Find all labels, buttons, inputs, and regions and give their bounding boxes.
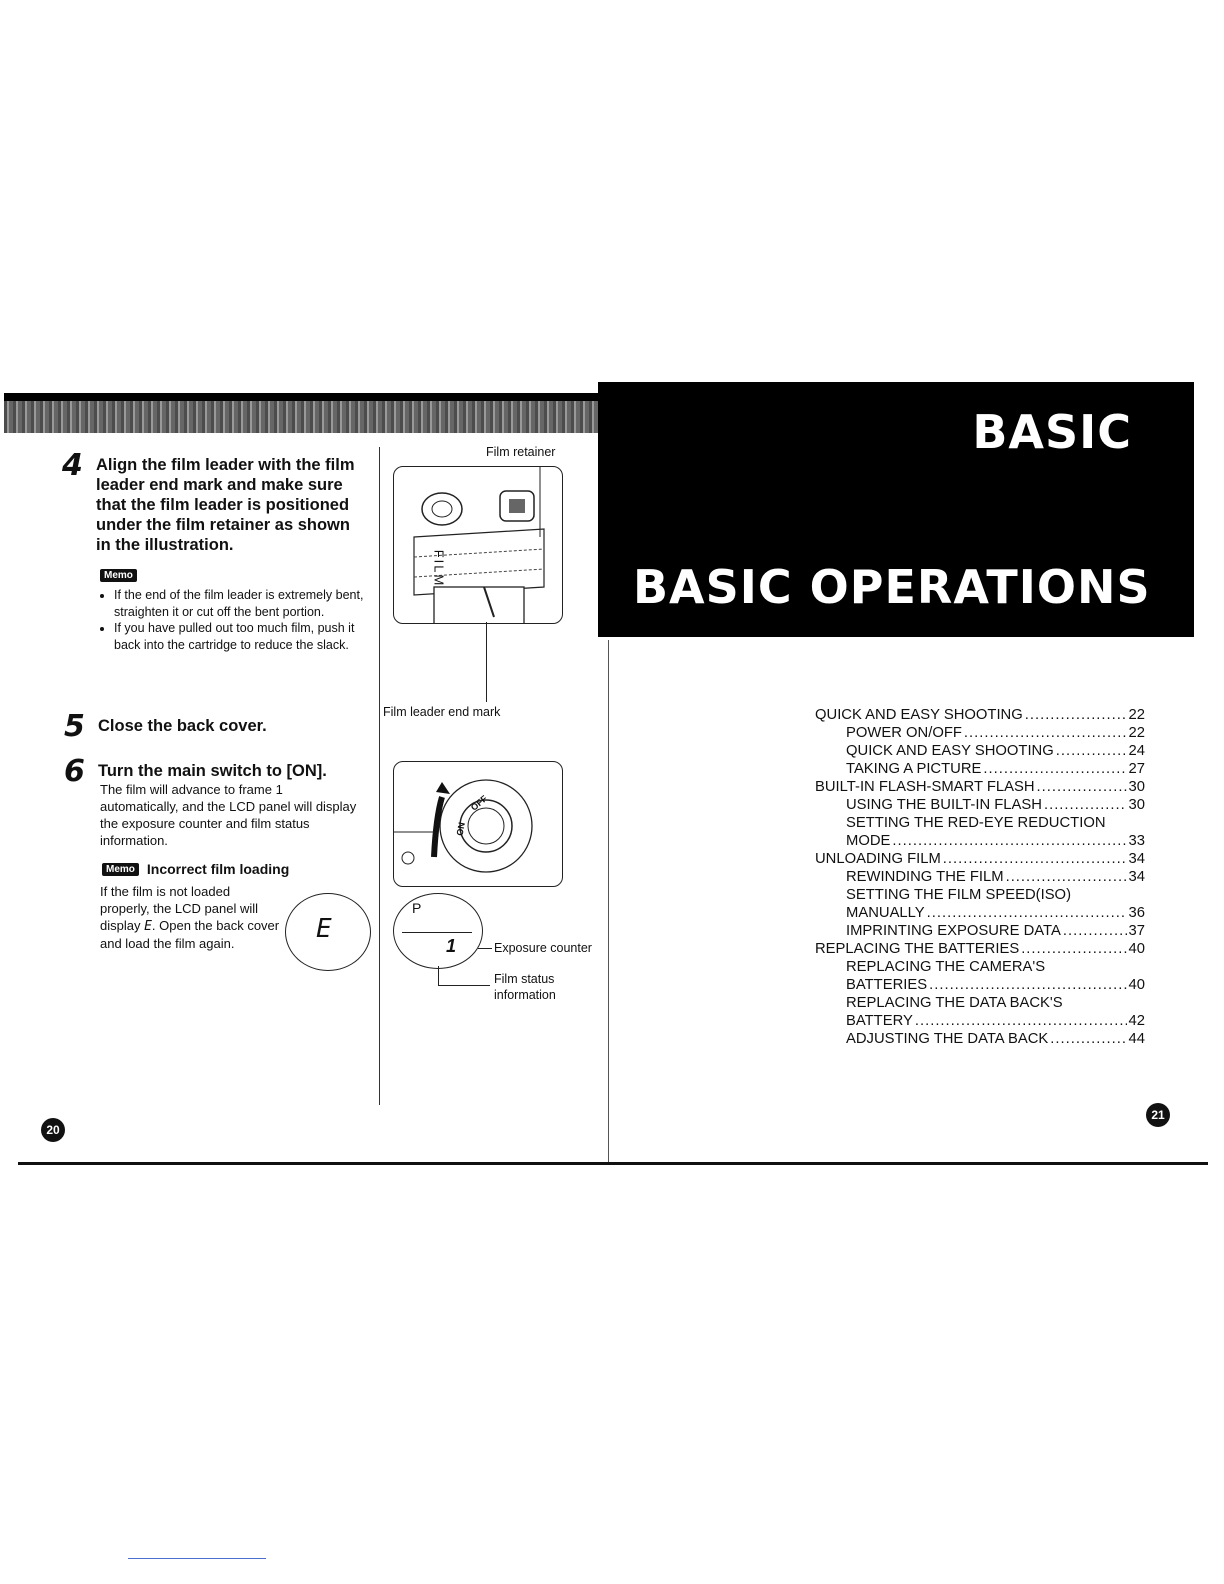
toc-entry: [815, 868, 1145, 886]
camera-back-illustration: [393, 466, 563, 624]
step-title: Turn the main switch to [ON].: [98, 762, 327, 780]
toc-entry: [815, 922, 1145, 940]
memo-title: Incorrect film loading: [146, 861, 290, 877]
toc-entry-label: UNLOADING FILM: [815, 851, 941, 867]
toc-entry: REPLACING THE DATA BACK'S: [846, 995, 1063, 1011]
leader-mark-pointer: [486, 622, 487, 702]
toc-leader-dots: [983, 760, 1126, 778]
toc-entry: [815, 850, 1145, 868]
toc-leader-dots: [1056, 742, 1127, 760]
toc-entry-page: 42: [1128, 1013, 1145, 1029]
lcd-frame-counter: 1: [446, 936, 457, 956]
toc-entry-page: 33: [1128, 833, 1145, 849]
step-number: 5: [64, 709, 85, 744]
toc-entry-label: MODE: [846, 833, 891, 849]
toc-entry: [815, 760, 1145, 778]
memo-badge: Memo: [100, 565, 137, 583]
toc-entry-label: MANUALLY: [846, 905, 925, 921]
toc-entry: [815, 724, 1145, 742]
toc-leader-dots: [1037, 778, 1127, 796]
toc-entry: [815, 904, 1145, 922]
page-number-left: 20: [41, 1118, 65, 1142]
step-body: The film will advance to frame 1 automatically, and the LCD panel will display the exposure counter and film status information.: [100, 782, 357, 848]
toc-entry-page: 37: [1128, 923, 1145, 939]
caption-exposure-counter: Exposure counter: [494, 941, 592, 955]
toc-entry-page: 22: [1128, 707, 1145, 723]
memo-bullet: • If you have pulled out too much film, push it back into the cartridge to reduce the slack.: [114, 620, 366, 653]
toc-leader-dots: [1006, 868, 1127, 886]
lcd-error-illustration: [285, 893, 371, 971]
memo-notes: [98, 587, 366, 653]
dial-off-label: OFF: [468, 793, 490, 813]
toc-entry-label: QUICK AND EASY SHOOTING: [846, 743, 1054, 759]
toc-entry-page: 40: [1128, 941, 1145, 957]
toc-entry-label: ADJUSTING THE DATA BACK: [846, 1031, 1049, 1047]
main-switch-drawing: [394, 762, 562, 886]
toc-leader-dots: [915, 1012, 1127, 1030]
toc-entry-page: 30: [1128, 797, 1145, 813]
toc-entry: [815, 796, 1145, 814]
toc-entry-label: REPLACING THE BATTERIES: [815, 941, 1020, 957]
toc-entry: SETTING THE RED-EYE REDUCTION: [846, 815, 1106, 831]
toc-entry: [815, 1012, 1145, 1030]
toc-entry: SETTING THE FILM SPEED(ISO): [846, 887, 1071, 903]
memo-badge: Memo: [102, 863, 139, 876]
toc-entry: [815, 976, 1145, 994]
toc-entry-page: 24: [1128, 743, 1145, 759]
lcd-mode: P: [412, 900, 422, 916]
bottom-rule: [18, 1162, 1208, 1165]
lcd-symbol: E: [144, 919, 152, 934]
toc-leader-dots: [1063, 922, 1127, 940]
film-label: FILM: [431, 549, 447, 588]
toc-entry: REPLACING THE CAMERA'S: [846, 959, 1046, 975]
toc-leader-dots: [1044, 796, 1127, 814]
header-rule: [4, 393, 604, 401]
toc-leader-dots: [927, 904, 1127, 922]
toc-leader-dots: [892, 832, 1126, 850]
memo-body: If the film is not loaded properly, the LCD panel will display E. Open the back cover and load the film again.: [100, 884, 280, 951]
section-title: BASIC OPERATIONS: [633, 560, 1151, 614]
toc-entry-label: BATTERY: [846, 1013, 913, 1029]
section-tab-title: BASIC: [972, 405, 1132, 459]
toc-entry-page: 36: [1128, 905, 1145, 921]
toc-entry-page: 30: [1128, 779, 1145, 795]
page-number-right: 21: [1146, 1103, 1170, 1127]
toc-leader-dots: [1050, 1030, 1126, 1048]
toc-entry-label: POWER ON/OFF: [846, 725, 962, 741]
film-status-pointer-h: [438, 985, 490, 986]
toc-entry-label: BATTERIES: [846, 977, 928, 993]
toc-leader-dots: [929, 976, 1126, 994]
toc-entry: [815, 1030, 1145, 1048]
toc-entry: [815, 778, 1145, 796]
toc-entry-label: BUILT-IN FLASH-SMART FLASH: [815, 779, 1035, 795]
toc-entry: [815, 742, 1145, 760]
toc-entry-page: 34: [1128, 851, 1145, 867]
memo-header: [102, 861, 289, 877]
step-title: Close the back cover.: [98, 717, 267, 735]
toc-leader-dots: [964, 724, 1127, 742]
step-title: Align the film leader with the film leader end mark and make sure that the film leader is positioned under the film retainer as shown in the illustration.: [96, 456, 355, 554]
toc-entry-page: 22: [1128, 725, 1145, 741]
toc-entry-page: 27: [1128, 761, 1145, 777]
toc-entry-page: 34: [1128, 869, 1145, 885]
toc-entry: [815, 706, 1145, 724]
scan-artifact-line: [128, 1558, 266, 1559]
caption-film-status: Film status information: [494, 972, 556, 1002]
page-fold: [608, 640, 609, 1162]
caption-film-leader-end-mark: Film leader end mark: [383, 705, 501, 719]
toc-entry-label: TAKING A PICTURE: [846, 761, 982, 777]
toc-entry-label: QUICK AND EASY SHOOTING: [815, 707, 1023, 723]
toc-leader-dots: [1025, 706, 1127, 724]
toc-leader-dots: [943, 850, 1127, 868]
toc-entry-page: 44: [1128, 1031, 1145, 1047]
exposure-counter-pointer: [478, 948, 492, 949]
step-number: 6: [64, 754, 85, 789]
column-divider: [379, 447, 380, 1105]
caption-film-retainer: Film retainer: [486, 445, 556, 459]
toc-leader-dots: [1021, 940, 1126, 958]
lcd-symbol: E: [316, 914, 332, 944]
table-of-contents: [815, 706, 1145, 1048]
toc-entry-page: 40: [1128, 977, 1145, 993]
toc-entry-label: USING THE BUILT-IN FLASH: [846, 797, 1042, 813]
toc-entry: [815, 832, 1145, 850]
step-number: 4: [62, 448, 83, 483]
toc-entry: [815, 940, 1145, 958]
toc-entry-label: REWINDING THE FILM: [846, 869, 1004, 885]
film-status-pointer: [438, 966, 439, 986]
memo-bullet: • If the end of the film leader is extremely bent, straighten it or cut off the bent portion.: [114, 587, 366, 620]
lcd-panel-illustration: [393, 893, 483, 969]
main-switch-illustration: [393, 761, 563, 887]
camera-back-drawing: [394, 467, 562, 623]
toc-entry-label: IMPRINTING EXPOSURE DATA: [846, 923, 1061, 939]
dial-on-label: ON: [454, 821, 467, 837]
lcd-divider: [402, 932, 472, 933]
